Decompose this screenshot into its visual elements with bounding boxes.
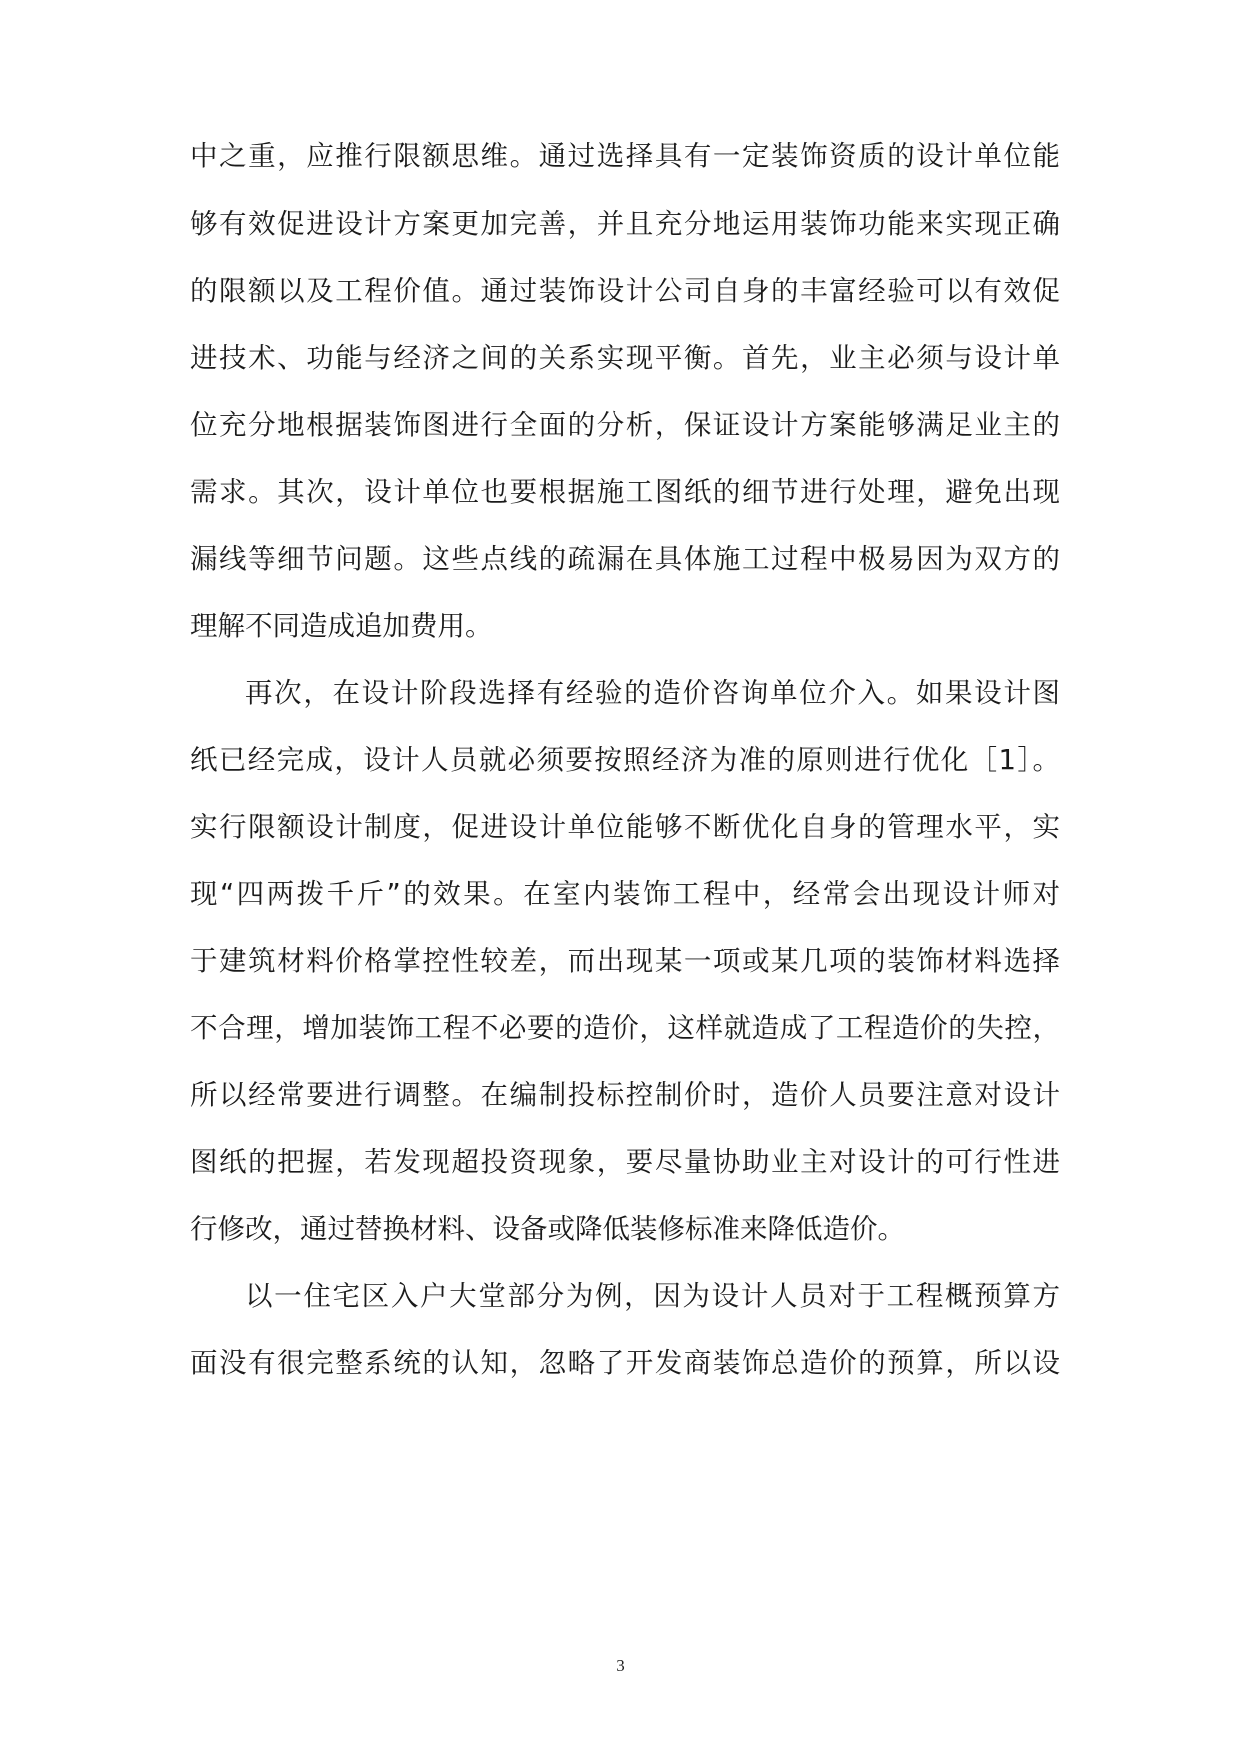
text-line: 的限额以及工程价值。通过装饰设计公司自身的丰富经验可以有效促 (190, 275, 1060, 307)
text-line: 面没有很完整系统的认知，忽略了开发商装饰总造价的预算，所以设 (190, 1347, 1060, 1379)
text-line: 需求。其次，设计单位也要根据施工图纸的细节进行处理，避免出现 (190, 476, 1060, 508)
text-line: 现“四两拨千斤”的效果。在室内装饰工程中，经常会出现设计师对 (190, 878, 1060, 910)
text-line: 再次，在设计阶段选择有经验的造价咨询单位介入。如果设计图 (245, 677, 1060, 709)
text-line: 进技术、功能与经济之间的关系实现平衡。首先，业主必须与设计单 (190, 342, 1060, 374)
text-line: 图纸的把握，若发现超投资现象，要尽量协助业主对设计的可行性进 (190, 1146, 1060, 1178)
text-line: 所以经常要进行调整。在编制投标控制价时，造价人员要注意对设计 (190, 1079, 1060, 1111)
text-line: 纸已经完成，设计人员就必须要按照经济为准的原则进行优化［1］。 (190, 744, 1060, 776)
text-line: 理解不同造成追加费用。 (190, 610, 493, 642)
text-line: 漏线等细节问题。这些点线的疏漏在具体施工过程中极易因为双方的 (190, 543, 1060, 575)
text-line: 于建筑材料价格掌控性较差，而出现某一项或某几项的装饰材料选择 (190, 945, 1060, 977)
text-line: 中之重，应推行限额思维。通过选择具有一定装饰资质的设计单位能 (190, 140, 1060, 172)
text-line: 够有效促进设计方案更加完善，并且充分地运用装饰功能来实现正确 (190, 208, 1060, 240)
text-line: 实行限额设计制度，促进设计单位能够不断优化自身的管理水平，实 (190, 811, 1060, 843)
text-line: 以一住宅区入户大堂部分为例，因为设计人员对于工程概预算方 (245, 1280, 1060, 1312)
text-line: 位充分地根据装饰图进行全面的分析，保证设计方案能够满足业主的 (190, 409, 1060, 441)
page-number: 3 (616, 1656, 625, 1675)
text-line: 不合理，增加装饰工程不必要的造价，这样就造成了工程造价的失控， (190, 1012, 1060, 1044)
text-line: 行修改，通过替换材料、设备或降低装修标准来降低造价。 (190, 1213, 905, 1245)
